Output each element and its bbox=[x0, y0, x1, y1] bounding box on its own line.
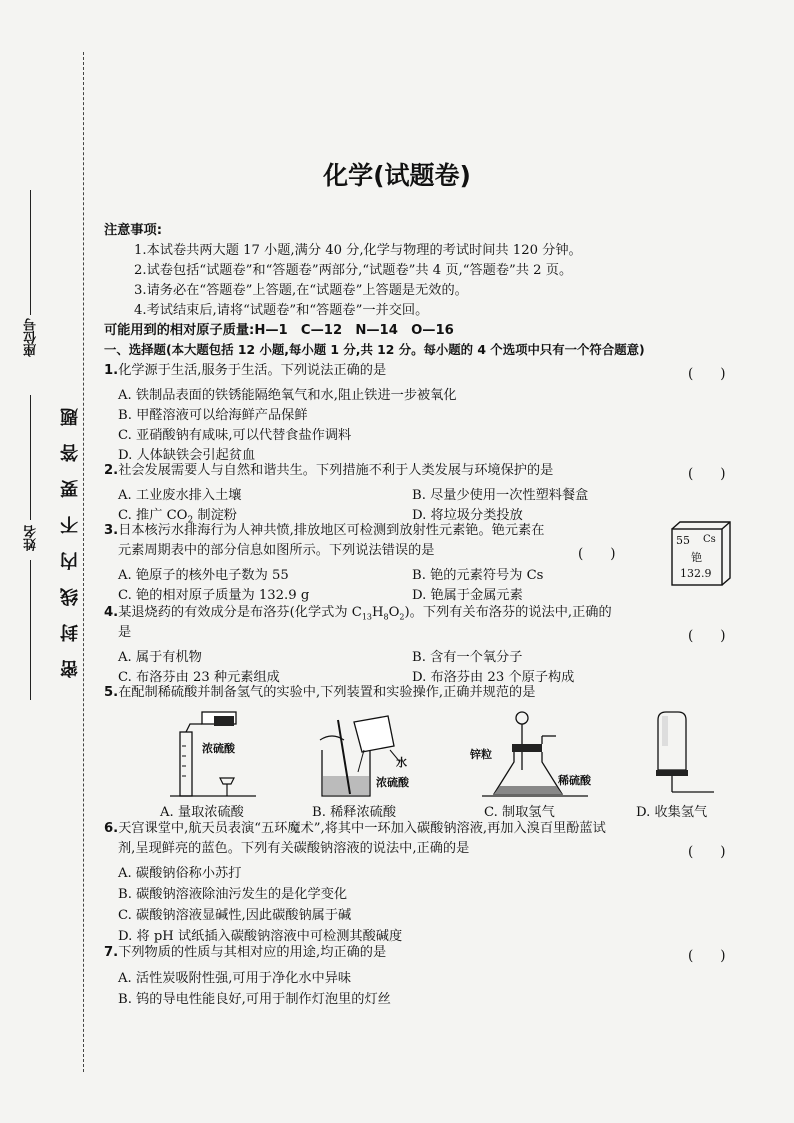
note-item: 4.考试结束后,请将“试题卷”和“答题卷”一并交回。 bbox=[134, 303, 429, 318]
q4-option-b: B. 含有一个氧分子 bbox=[412, 650, 523, 665]
figure-label: 稀硫酸 bbox=[558, 774, 591, 787]
atomic-mass: 132.9 bbox=[680, 567, 712, 580]
figure-d-collect-hydrogen bbox=[648, 710, 718, 802]
note-item: 3.请务必在“答题卷”上答题,在“试题卷”上答题是无效的。 bbox=[134, 283, 468, 298]
figure-label: 浓硫酸 bbox=[376, 776, 409, 789]
q6-option-d: D. 将 pH 试纸插入碳酸钠溶液中可检测其酸碱度 bbox=[118, 929, 403, 944]
q4-option-a: A. 属于有机物 bbox=[118, 650, 202, 665]
q2-option-d: D. 将垃圾分类投放 bbox=[412, 508, 523, 523]
q2-option-a: A. 工业废水排入土壤 bbox=[118, 488, 242, 503]
answer-blank: ( ) bbox=[688, 948, 726, 964]
question-number: 6. bbox=[104, 821, 119, 836]
question-4-stem-cont: 是 bbox=[118, 625, 132, 640]
answer-blank: ( ) bbox=[688, 366, 726, 382]
answer-blank: ( ) bbox=[578, 546, 616, 562]
figure-label: 浓硫酸 bbox=[202, 742, 235, 755]
periodic-table-cell bbox=[671, 521, 731, 587]
question-number: 4. bbox=[104, 605, 119, 620]
q6-option-b: B. 碳酸钠溶液除油污发生的是化学变化 bbox=[118, 887, 348, 902]
question-text: 社会发展需要人与自然和谐共生。下列措施不利于人类发展与环境保护的是 bbox=[118, 463, 554, 478]
question-7-stem bbox=[104, 946, 386, 959]
question-text: 日本核污水排海行为人神共愤,排放地区可检测到放射性元素铯。铯元素在 bbox=[118, 523, 545, 538]
section-heading: 一、选择题(本大题包括 12 小题,每小题 1 分,共 12 分。每小题的 4 个选项中只有一个符合题意) bbox=[104, 342, 645, 357]
question-number: 3. bbox=[104, 523, 119, 538]
question-1-stem bbox=[104, 364, 386, 377]
question-number: 1. bbox=[104, 363, 119, 378]
question-3-stem bbox=[104, 524, 544, 537]
name-blank bbox=[30, 395, 31, 520]
figure-caption: B. 稀释浓硫酸 bbox=[312, 805, 397, 820]
q4-option-c: C. 布洛芬由 23 种元素组成 bbox=[118, 670, 280, 685]
q6-option-a: A. 碳酸钠俗称小苏打 bbox=[118, 866, 242, 881]
seat-number-blank bbox=[30, 190, 31, 315]
figure-caption: A. 量取浓硫酸 bbox=[160, 805, 244, 820]
question-number: 5. bbox=[104, 685, 119, 700]
seal-warning: 密封线内不要答题 bbox=[60, 390, 81, 678]
figure-label: 水 bbox=[396, 756, 407, 769]
q1-option-b: B. 甲醛溶液可以给海鲜产品保鲜 bbox=[118, 408, 308, 423]
figure-caption: D. 收集氢气 bbox=[636, 805, 708, 820]
q2-option-b: B. 尽量少使用一次性塑料餐盒 bbox=[412, 488, 589, 503]
q4-option-d: D. 布洛芬由 23 个原子构成 bbox=[412, 670, 575, 685]
question-text: 化学源于生活,服务于生活。下列说法正确的是 bbox=[118, 363, 387, 378]
question-3-stem-cont: 元素周期表中的部分信息如图所示。下列说法错误的是 bbox=[118, 543, 435, 558]
figure-b-dilute-acid bbox=[314, 710, 409, 802]
q1-option-a: A. 铁制品表面的铁锈能隔绝氧气和水,阻止铁进一步被氧化 bbox=[118, 388, 457, 403]
question-5-stem bbox=[104, 686, 535, 699]
q1-option-c: C. 亚硝酸钠有咸味,可以代替食盐作调料 bbox=[118, 428, 352, 443]
q6-option-c: C. 碳酸钠溶液显碱性,因此碳酸钠属于碱 bbox=[118, 908, 352, 923]
question-number: 7. bbox=[104, 945, 119, 960]
figure-label: 锌粒 bbox=[470, 748, 492, 761]
q7-option-b: B. 钨的导电性能良好,可用于制作灯泡里的灯丝 bbox=[118, 992, 391, 1007]
notes-heading: 注意事项: bbox=[104, 223, 163, 238]
answer-blank: ( ) bbox=[688, 844, 726, 860]
q3-option-c: C. 铯的相对原子质量为 132.9 g bbox=[118, 588, 310, 603]
q2-option-c: C. 推广 $CO_2$ 制淀粉 bbox=[118, 508, 237, 526]
note-item: 1.本试卷共两大题 17 小题,满分 40 分,化学与物理的考试时间共 120 分钟。 bbox=[134, 243, 582, 258]
figure-c-produce-hydrogen bbox=[470, 710, 591, 802]
atomic-number: 55 bbox=[676, 534, 690, 547]
figure-a-measure-acid bbox=[168, 710, 258, 802]
seat-number-label: 座位号 bbox=[24, 318, 39, 357]
note-item: 2.试卷包括“试题卷”和“答题卷”两部分,“试题卷”共 4 页,“答题卷”共 2 页。 bbox=[134, 263, 573, 278]
question-6-stem bbox=[104, 822, 606, 835]
q1-option-d: D. 人体缺铁会引起贫血 bbox=[118, 448, 256, 463]
name-blank-lower bbox=[30, 560, 31, 700]
gas-collection-illustration bbox=[648, 710, 718, 798]
question-6-stem-cont: 剂,呈现鲜亮的蓝色。下列有关碳酸钠溶液的说法中,正确的是 bbox=[118, 841, 470, 856]
atomic-mass-line: 可能用到的相对原子质量:H—1 C—12 N—14 O—16 bbox=[104, 323, 454, 338]
element-name: 铯 bbox=[691, 551, 702, 564]
question-4-stem: 4.某退烧药的有效成分是布洛芬(化学式为 $C_{13}H_8O_2$)。下列有关布洛芬的说法中,正确的 bbox=[104, 605, 612, 622]
answer-blank: ( ) bbox=[688, 466, 726, 482]
element-symbol: Cs bbox=[703, 534, 716, 545]
name-label: 姓名 bbox=[24, 525, 39, 551]
q3-option-b: B. 铯的元素符号为 Cs bbox=[412, 568, 544, 583]
q3-option-d: D. 铯属于金属元素 bbox=[412, 588, 523, 603]
q7-option-a: A. 活性炭吸附性强,可用于净化水中异味 bbox=[118, 971, 352, 986]
q3-option-a: A. 铯原子的核外电子数为 55 bbox=[118, 568, 289, 583]
question-2-stem bbox=[104, 464, 553, 477]
figure-caption: C. 制取氢气 bbox=[484, 805, 555, 820]
question-text: 天宫课堂中,航天员表演“五环魔术”,将其中一环加入碳酸钠溶液,再加入溴百里酚蓝试 bbox=[118, 821, 606, 836]
question-text: 下列物质的性质与其相对应的用途,均正确的是 bbox=[118, 945, 387, 960]
question-number: 2. bbox=[104, 463, 119, 478]
answer-blank: ( ) bbox=[688, 628, 726, 644]
question-text: 在配制稀硫酸并制备氢气的实验中,下列装置和实验操作,正确并规范的是 bbox=[118, 685, 536, 700]
page-title: 化学(试题卷) bbox=[323, 161, 471, 190]
